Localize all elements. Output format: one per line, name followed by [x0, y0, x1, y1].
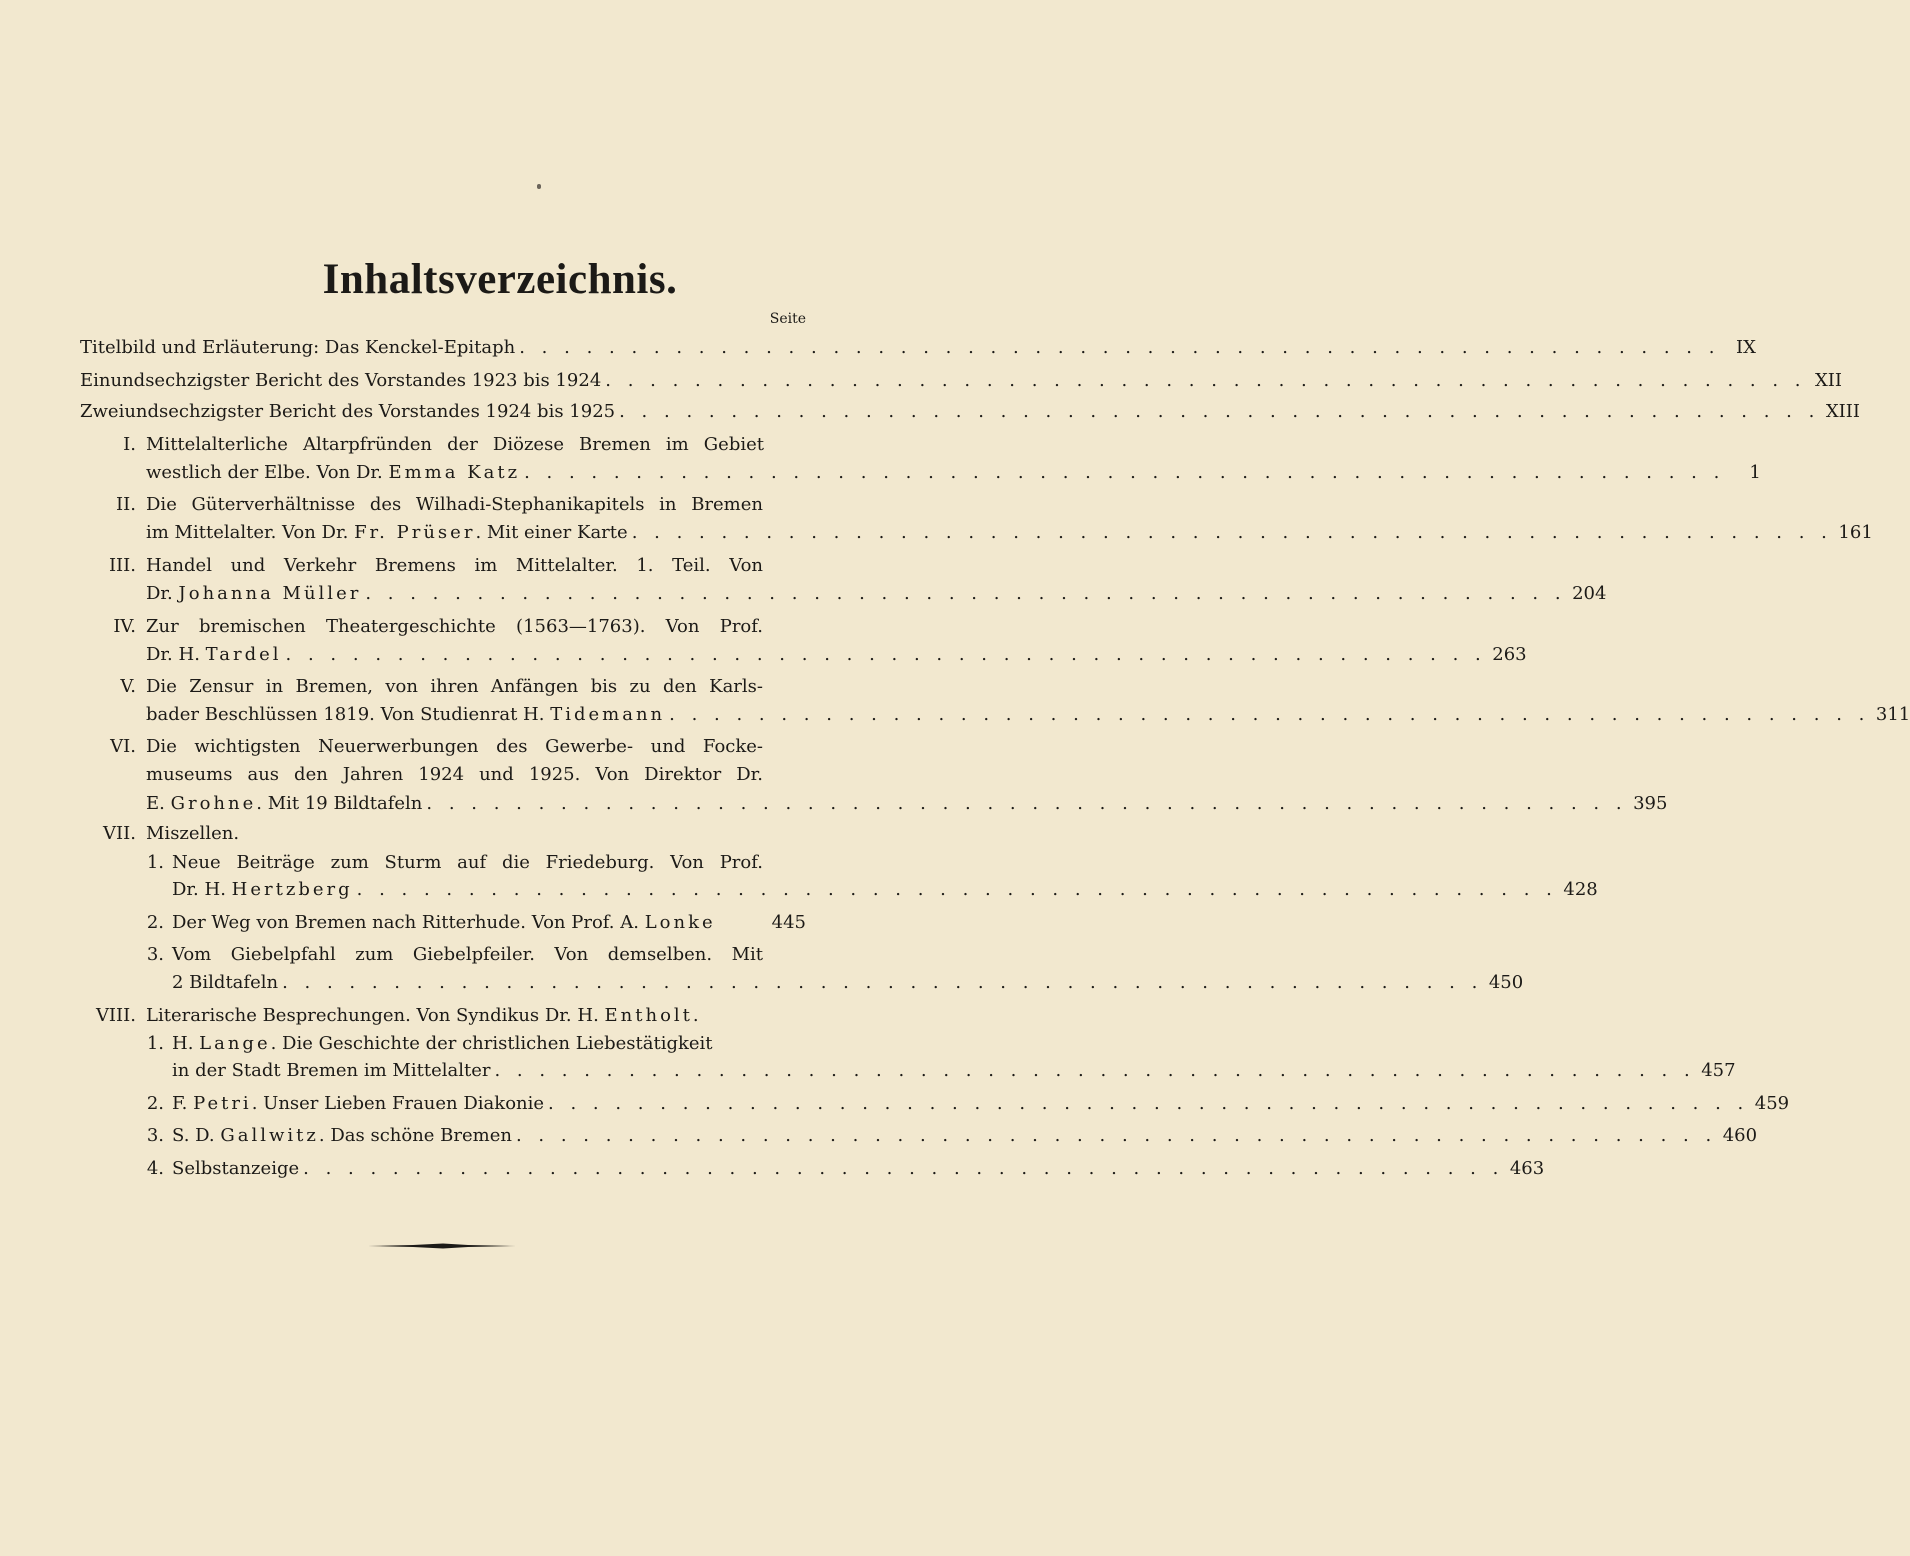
toc-entry-text: westlich der Elbe. Von Dr. Emma Katz — [146, 462, 521, 483]
author-name: Hertzberg — [231, 879, 353, 900]
page-number: XIII — [1825, 401, 1860, 422]
toc-section-heading — [146, 1002, 763, 1030]
item-number: 2. — [146, 912, 164, 933]
toc-entry — [80, 398, 1860, 426]
author-name: Entholt — [604, 1005, 693, 1026]
toc-entry-text: museums aus den Jahren 1924 und 1925. Von Direktor Dr. — [146, 764, 763, 785]
toc-entry-line — [146, 613, 763, 641]
page-number: 1 — [1749, 462, 1761, 483]
author-name: Lonke — [644, 912, 716, 933]
toc-entry-text: Mittelalterliche Altarpfründen der Diözese Bremen im Gebiet — [146, 434, 764, 455]
page-number: 161 — [1838, 522, 1873, 543]
toc-entry — [146, 641, 1527, 669]
page-number: IX — [1736, 337, 1756, 358]
author-name: Fr. Prüser — [354, 522, 476, 543]
chapter-number: IV. — [113, 616, 136, 637]
toc-entry — [172, 876, 1598, 904]
end-ornament-rule — [368, 1240, 518, 1252]
toc-entry-text: Die wichtigsten Neuerwerbungen des Gewerbe- und Focke- — [146, 736, 763, 757]
dot-leader: . . . . . . . . . . . . . . . . . . . . . . . . . . . . . . . . . . . . . . . . . . . . . . . . . . . . . . — [494, 1060, 1696, 1081]
dot-leader: . . . . . . . . . . . . . . . . . . . . . . . . . . . . . . . . . . . . . . . . . . . . . . . . . . . . . . — [548, 1093, 1749, 1114]
toc-entry-line — [146, 491, 763, 519]
dot-leader: . . . . . . . . . . . . . . . . . . . . . . . . . . . . . . . . . . . . . . . . . . . . . . . . . . . . . . — [631, 522, 1833, 543]
toc-entry-text: S. D. Gallwitz. Das schöne Bremen — [172, 1125, 512, 1146]
toc-entry — [172, 969, 1524, 997]
ink-speck — [537, 184, 541, 189]
toc-entry-line — [146, 431, 764, 459]
toc-entry-line — [172, 849, 763, 877]
dot-leader: . . . . . . . . . . . . . . . . . . . . . . . . . . . . . . . . . . . . . . . . . . . . . . . . . . . . . . — [356, 879, 1558, 900]
page-number: 450 — [1488, 972, 1524, 993]
toc-entry-text: Zur bremischen Theatergeschichte (1563—1763). Von Prof. — [146, 616, 763, 637]
toc-entry — [80, 334, 1756, 362]
page-number: 463 — [1509, 1158, 1545, 1179]
toc-entry-text: Dr. H. Tardel — [146, 644, 282, 665]
toc-entry-text: Einundsechzigster Bericht des Vorstandes 1923 bis 1924 — [80, 370, 602, 391]
toc-entry-text: Neue Beiträge zum Sturm auf die Friedeburg. Von Prof. — [172, 852, 763, 873]
page-number: 460 — [1722, 1125, 1758, 1146]
page-number: XII — [1814, 370, 1843, 391]
item-number: 1. — [146, 852, 164, 873]
toc-entry-text: Die Zensur in Bremen, von ihren Anfängen bis zu den Karls- — [146, 676, 763, 697]
toc-entry-text: im Mittelalter. Von Dr. Fr. Prüser. Mit einer Karte — [146, 522, 628, 543]
chapter-number: I. — [123, 434, 136, 455]
toc-entry — [146, 701, 1910, 729]
dot-leader: . . . . . . . . . . . . . . . . . . . . . . . . . . . . . . . . . . . . . . . . . . . . . . . . . . . . . . — [515, 1125, 1717, 1146]
page-number: 459 — [1754, 1093, 1790, 1114]
chapter-number: III. — [108, 555, 136, 576]
page-title: Inhaltsverzeichnis. — [322, 256, 678, 303]
toc-entry-text: in der Stadt Bremen im Mittelalter — [172, 1060, 491, 1081]
author-name: Tardel — [205, 644, 282, 665]
chapter-number: II. — [116, 494, 136, 515]
toc-entry-text: Literarische Besprechungen. Von Syndikus Dr. H. Entholt. — [146, 1005, 699, 1026]
author-name: Grohne — [170, 793, 257, 814]
toc-entry-line — [146, 761, 763, 789]
chapter-number: VIII. — [95, 1005, 136, 1026]
toc-entry-line — [172, 941, 763, 969]
toc-entry-text: Zweiundsechzigster Bericht des Vorstandes 1924 bis 1925 — [80, 401, 616, 422]
page-number: 428 — [1563, 879, 1598, 900]
toc-entry-line — [146, 733, 763, 761]
toc-entry-text: F. Petri. Unser Lieben Frauen Diakonie — [172, 1093, 545, 1114]
toc-entry-text: 2 Bildtafeln — [172, 972, 279, 993]
item-number: 3. — [146, 944, 164, 965]
page-number: 445 — [771, 912, 806, 933]
page-number: 263 — [1492, 644, 1527, 665]
toc-entry-line — [172, 1030, 763, 1058]
dot-leader: . . . . . . . . . . . . . . . . . . . . . . . . . . . . . . . . . . . . . . . . . . . . . . . . . . . . . . — [282, 972, 1483, 993]
author-name: Emma Katz — [388, 462, 521, 483]
dot-leader: . . . . . . . . . . . . . . . . . . . . . . . . . . . . . . . . . . . . . . . . . . . . . . . . . . . . . . — [426, 793, 1628, 814]
page-number: 395 — [1633, 793, 1668, 814]
page-column-header: Seite — [769, 311, 806, 327]
dot-leader: . . . . . . . . . . . . . . . . . . . . . . . . . . . . . . . . . . . . . . . . . . . . . . . . . . . . . . — [669, 704, 1870, 725]
chapter-number: V. — [120, 676, 136, 697]
toc-entry-text: Selbstanzeige — [172, 1158, 300, 1179]
author-name: Tidemann — [550, 704, 666, 725]
author-name: Johanna Müller — [178, 583, 362, 604]
author-name: Petri — [193, 1093, 252, 1114]
dot-leader: . . . . . . . . . . . . . . . . . . . . . . . . . . . . . . . . . . . . . . . . . . . . . . . . . . . . . . — [303, 1158, 1504, 1179]
toc-entry-text: Miszellen. — [146, 823, 240, 844]
toc-entry — [146, 459, 1761, 487]
dot-leader: . . . . . . . . . . . . . . . . . . . . . . . . . . . . . . . . . . . . . . . . . . . . . . . . . . . . . . — [285, 644, 1487, 665]
dot-leader: . . . . . . . . . . . . . . . . . . . . . . . . . . . . . . . . . . . . . . . . . . . . . . . . . . . . . . — [365, 583, 1567, 604]
toc-entry-line — [146, 552, 763, 580]
toc-entry-text: Vom Giebelpfahl zum Giebelpfeiler. Von demselben. Mit — [172, 944, 763, 965]
toc-entry-text: H. Lange. Die Geschichte der christlichen Liebestätigkeit — [172, 1033, 713, 1054]
chapter-number: VII. — [103, 823, 136, 844]
toc-entry — [172, 1155, 1545, 1183]
toc-entry — [146, 580, 1607, 608]
toc-entry-text: Die Güterverhältnisse des Wilhadi-Stephanikapitels in Bremen — [146, 494, 763, 515]
dot-leader: . . . . . . . . . . . . . . . . . . . . . . . . . . . . . . . . . . . . . . . . . . . . . . . . . . . . . . — [619, 401, 1820, 422]
dot-leader: . . . . . . . . . . . . . . . . . . . . . . . . . . . . . . . . . . . . . . . . . . . . . . . . . . . . . . — [524, 462, 1725, 483]
item-number: 3. — [146, 1125, 164, 1146]
author-name: Lange — [199, 1033, 271, 1054]
page-number: 311 — [1875, 704, 1910, 725]
toc-entry — [80, 367, 1843, 395]
item-number: 4. — [146, 1158, 164, 1179]
toc-entry — [172, 1057, 1736, 1085]
toc-entry-text: bader Beschlüssen 1819. Von Studienrat H. Tidemann — [146, 704, 666, 725]
page-number: 204 — [1572, 583, 1607, 604]
toc-entry — [172, 1122, 1758, 1150]
item-number: 2. — [146, 1093, 164, 1114]
chapter-number: VI. — [110, 736, 136, 757]
toc-entry-text: Titelbild und Erläuterung: Das Kenckel-Epitaph — [80, 337, 516, 358]
toc-entry-text: Handel und Verkehr Bremens im Mittelalter. 1. Teil. Von — [146, 555, 763, 576]
toc-entry-line — [146, 673, 763, 701]
toc-section-heading — [146, 820, 546, 848]
dot-leader: . . . . . . . . . . . . . . . . . . . . . . . . . . . . . . . . . . . . . . . . . . . . . . . . . . . . . . — [519, 337, 1720, 358]
toc-entry — [172, 909, 806, 937]
toc-entry-text: Dr. H. Hertzberg — [172, 879, 353, 900]
author-name: Gallwitz — [220, 1125, 319, 1146]
toc-entry-text: E. Grohne. Mit 19 Bildtafeln — [146, 793, 423, 814]
toc-entry-text: Dr. Johanna Müller — [146, 583, 362, 604]
toc-entry — [146, 519, 1873, 547]
dot-leader: . . . . . . . . . . . . . . . . . . . . . . . . . . . . . . . . . . . . . . . . . . . . . . . . . . . . . . — [605, 370, 1807, 391]
page-number: 457 — [1701, 1060, 1736, 1081]
toc-entry — [146, 790, 1668, 818]
item-number: 1. — [146, 1033, 164, 1054]
toc-entry — [172, 1090, 1790, 1118]
toc-entry-text: Der Weg von Bremen nach Ritterhude. Von Prof. A. Lonke — [172, 912, 716, 933]
